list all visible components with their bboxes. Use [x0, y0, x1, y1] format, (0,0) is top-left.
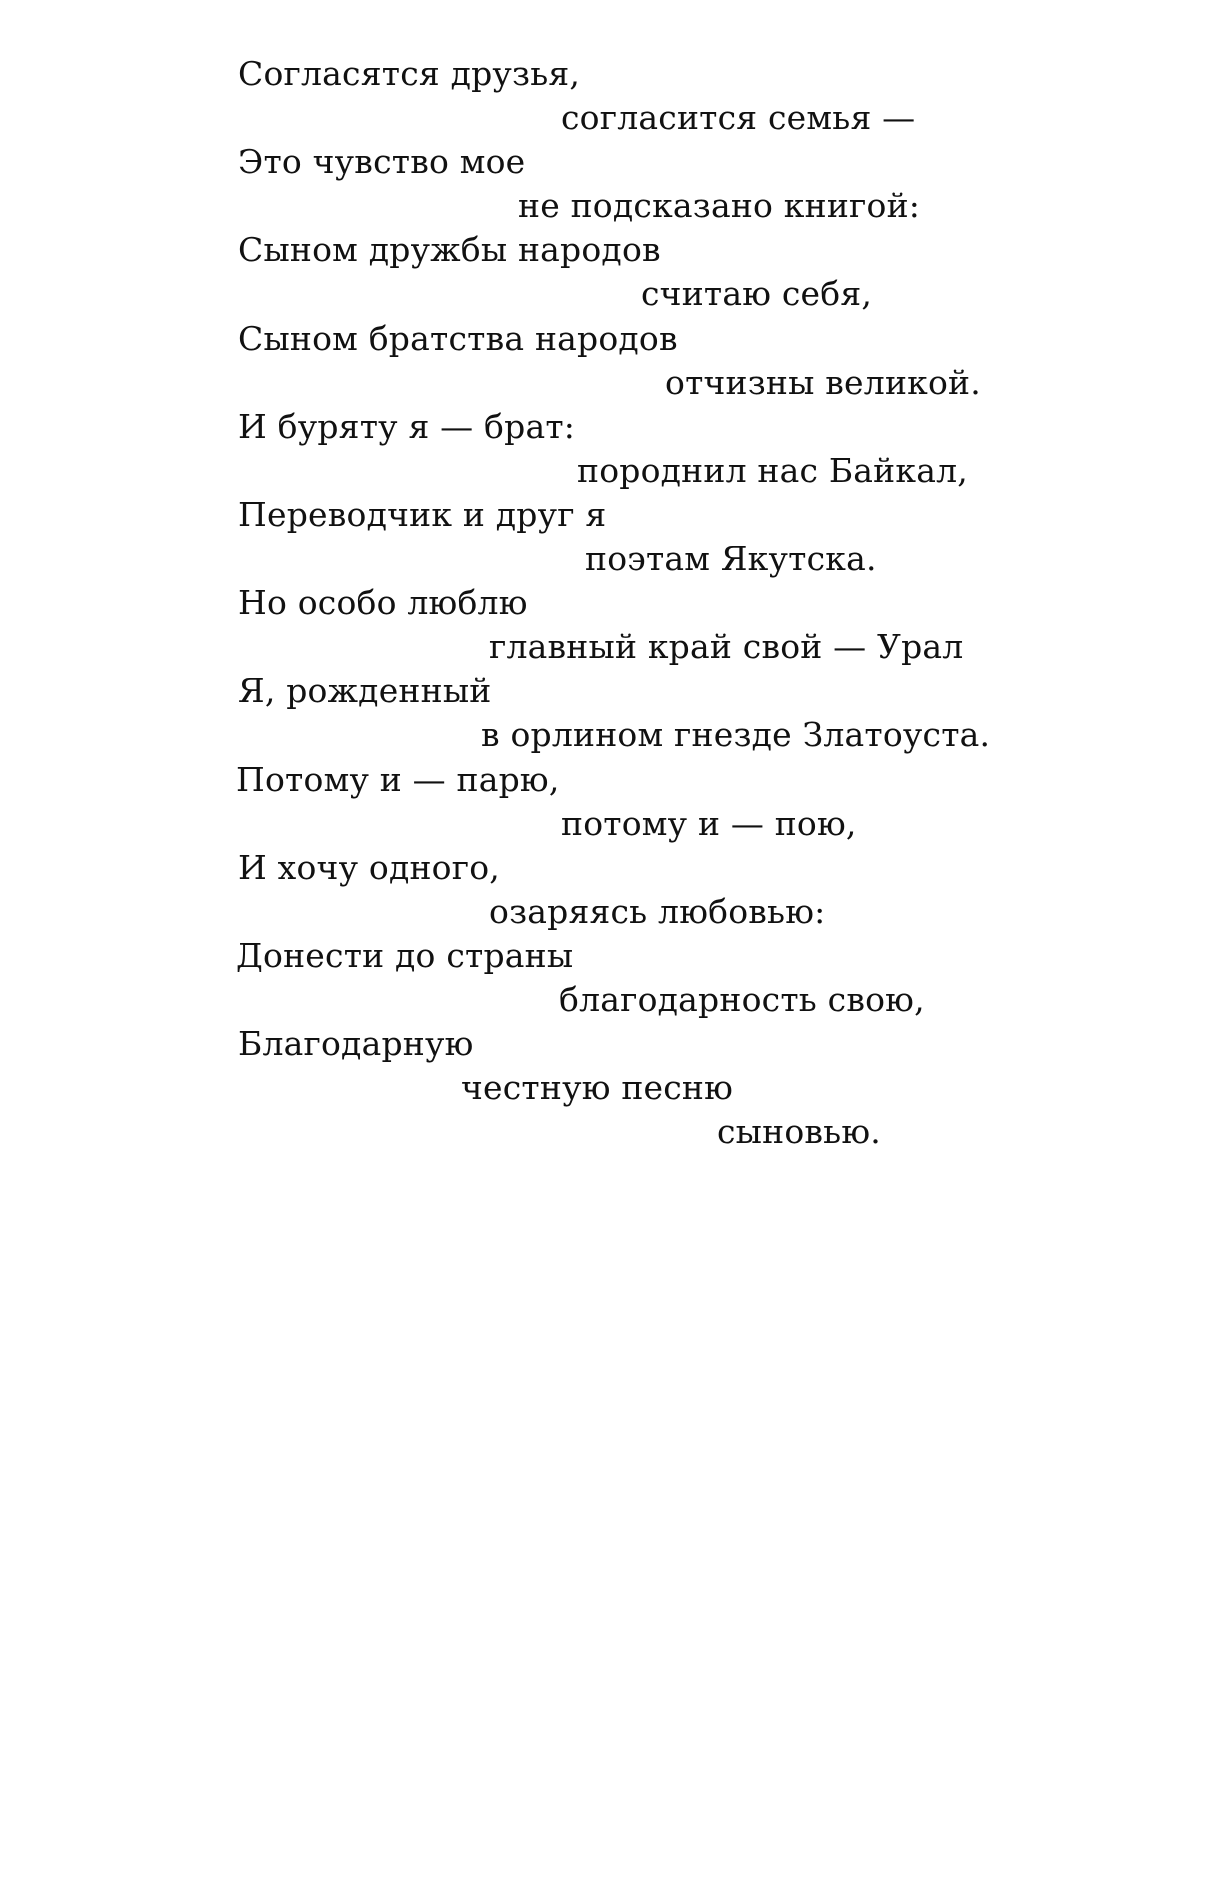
poem-line-24: честную песню — [461, 1068, 734, 1107]
poem-line-22: благодарность свою, — [559, 980, 925, 1019]
poem-line-16: в орлином гнезде Златоуста. — [481, 715, 991, 754]
poem-line-11: Переводчик и друг я — [238, 495, 607, 534]
poem-line-8: отчизны великой. — [665, 363, 981, 402]
poem-line-4: не подсказано книгой: — [518, 186, 921, 225]
poem-line-2: согласится семья — — [561, 98, 916, 137]
poem-line-6: считаю себя, — [641, 274, 873, 313]
poem-line-19: И хочу одного, — [238, 848, 500, 887]
poem-line-3: Это чувство мое — [238, 142, 526, 181]
poem-line-17: Потому и — парю, — [236, 760, 560, 799]
poem-line-10: породнил нас Байкал, — [577, 451, 968, 490]
poem-line-1: Согласятся друзья, — [238, 54, 581, 93]
poem-line-18: потому и — пою, — [561, 804, 857, 843]
poem-line-20: озаряясь любовью: — [489, 892, 826, 931]
poem-line-7: Сыном братства народов — [238, 319, 678, 358]
poem-line-23: Благодарную — [238, 1024, 474, 1063]
poem-line-15: Я, рожденный — [238, 671, 492, 710]
poem-line-13: Но особо люблю — [238, 583, 528, 622]
poem-line-25: сыновью. — [717, 1112, 881, 1151]
poem-line-12: поэтам Якутска. — [585, 539, 877, 578]
poem-line-5: Сыном дружбы народов — [238, 230, 661, 269]
poem-line-14: главный край свой — Урал — [489, 627, 964, 666]
poem-line-21: Донести до страны — [236, 936, 574, 975]
poem-line-9: И буряту я — брат: — [238, 407, 576, 446]
